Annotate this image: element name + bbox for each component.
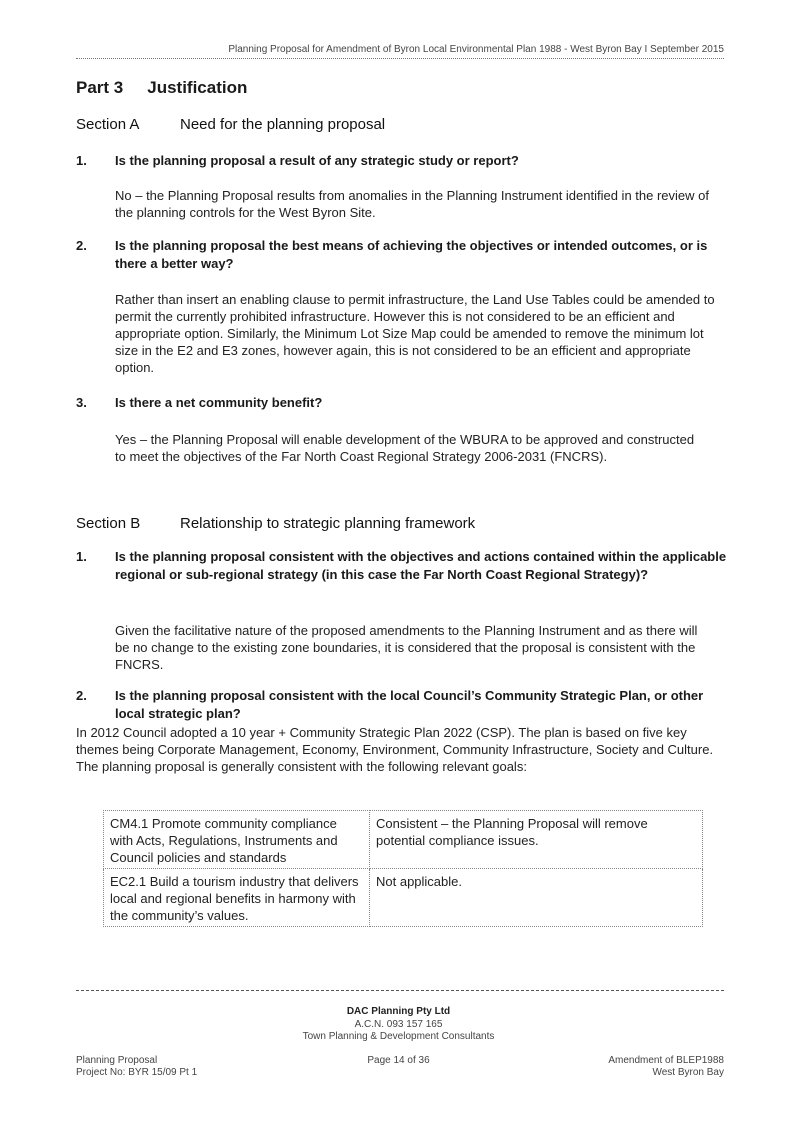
response-cell: Not applicable. <box>370 869 703 927</box>
question-number: 2. <box>76 688 87 703</box>
question-a3 <box>76 394 727 412</box>
goals-table <box>103 810 703 927</box>
part-heading <box>76 78 247 98</box>
section-a-title: Need for the planning proposal <box>180 116 386 133</box>
table-row <box>104 811 703 869</box>
answer-a2: Rather than insert an enabling clause to permit infrastructure, the Land Use Tables could be amended to permit the currently prohibited infrastructure. However this is not considered to be an efficient and appropriate option. Similarly, the Minimum Lot Size Map could be amended to remove the minimum lot size in the E2 and E3 zones, however again, this is not considered to be an efficient and appropriate option. <box>115 292 715 375</box>
part-number: Part 3 <box>76 78 124 97</box>
goal-cell: EC2.1 Build a tourism industry that delivers local and regional benefits in harmony with the community’s values. <box>104 869 370 927</box>
answer-b1: Given the facilitative nature of the proposed amendments to the Planning Instrument and as there will be no change to the existing zone boundaries, it is considered that the proposal is consistent with the FNCRS. <box>115 623 698 672</box>
footer-divider <box>76 990 724 991</box>
question-a2 <box>76 237 727 273</box>
footer-tagline: Town Planning & Development Consultants <box>302 1031 495 1042</box>
section-a-heading <box>76 116 385 133</box>
running-header: Planning Proposal for Amendment of Byron Local Environmental Plan 1988 - West Byron Bay I September 2015 <box>76 44 724 59</box>
answer-b2: In 2012 Council adopted a 10 year + Community Strategic Plan 2022 (CSP). The plan is based on five key themes being Corporate Management, Economy, Environment, Community Infrastructure, Society and Culture. The planning proposal is generally consistent with the following relevant goals: <box>76 725 714 774</box>
question-text: Is there a net community benefit? <box>115 395 323 410</box>
footer-company: DAC Planning Pty Ltd <box>346 1006 451 1017</box>
question-text: Is the planning proposal consistent with the local Council’s Community Strategic Plan, or other local strategic plan? <box>115 688 704 721</box>
question-text: Is the planning proposal a result of any strategic study or report? <box>115 153 519 168</box>
section-a-number: Section A <box>76 116 140 133</box>
goal-cell: CM4.1 Promote community compliance with Acts, Regulations, Instruments and Council policies and standards <box>104 811 370 869</box>
footer-right-line2: West Byron Bay <box>652 1067 724 1078</box>
response-cell: Consistent – the Planning Proposal will remove potential compliance issues. <box>370 811 703 869</box>
question-text: Is the planning proposal consistent with the objectives and actions contained within the applicable regional or sub-regional strategy (in this case the Far North Coast Regional Strategy)? <box>115 549 727 582</box>
footer-page-number: Page 14 of 36 <box>367 1055 430 1066</box>
question-number: 1. <box>76 549 87 564</box>
question-number: 1. <box>76 153 87 168</box>
question-text: Is the planning proposal the best means of achieving the objectives or intended outcomes, or is there a better way? <box>115 238 708 271</box>
footer-right-line1: Amendment of BLEP1988 <box>608 1055 724 1066</box>
footer-left-line1: Planning Proposal <box>76 1055 158 1066</box>
section-b-heading <box>76 515 475 532</box>
footer-left-line2: Project No: BYR 15/09 Pt 1 <box>76 1067 198 1078</box>
question-number: 3. <box>76 395 87 410</box>
part-title: Justification <box>147 78 248 97</box>
question-b2 <box>76 687 727 723</box>
answer-a3: Yes – the Planning Proposal will enable development of the WBURA to be approved and constructed to meet the objectives of the Far North Coast Regional Strategy 2006-2031 (FNCRS). <box>115 432 695 464</box>
table-row <box>104 869 703 927</box>
footer-acn: A.C.N. 093 157 165 <box>354 1019 443 1030</box>
section-b-title: Relationship to strategic planning framework <box>180 515 476 532</box>
question-a1 <box>76 152 727 170</box>
section-b-number: Section B <box>76 515 141 532</box>
answer-a1: No – the Planning Proposal results from anomalies in the Planning Instrument identified in the review of the planning controls for the West Byron Site. <box>115 188 709 220</box>
question-number: 2. <box>76 238 87 253</box>
question-b1 <box>76 548 727 602</box>
